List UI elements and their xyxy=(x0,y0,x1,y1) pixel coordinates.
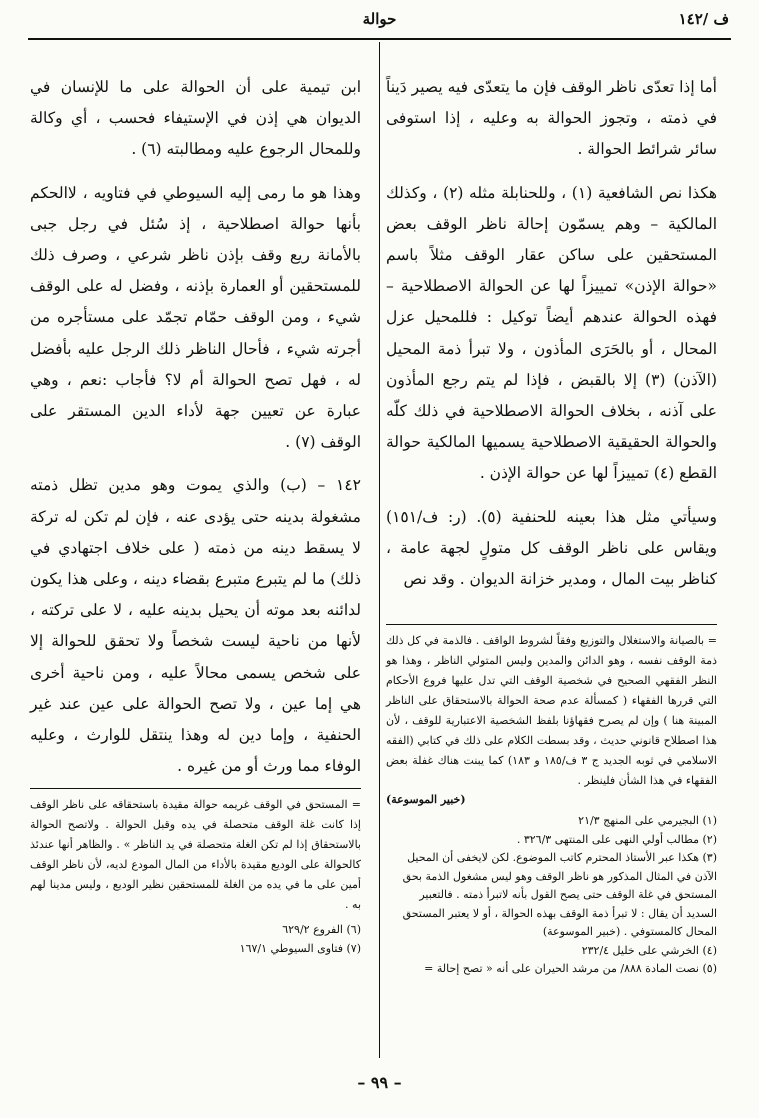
left-paragraph-3: ١٤٢ – (ب) والذي يموت وهو مدين تظل ذمته مشغولة بدينه حتى يؤدى عنه ، فإن لم تكن له تركة لا يسقط دينه من ذمته ( على خلاف اجتهادي في ذلك) ما لم يتبرع متبرع بقضاء دينه ، وعلى هذا يكون لدائنه بعد موته أن يحيل بدينه عليه ، لا على تركته ، لأنها من ناحية ليست شخصاً ولا تحقق للحوالة إلا على شخص يسمى محالاً عليه ، ومن ناحية أخرى هي إما عين ، ولا تصح الحوالة على عين عند غير الحنفية ، وإما دين له وهذا ينتقل للوارث ، وعليه الوفاء مما ورث أو من غيره . xyxy=(30,476,361,776)
footnote-continuation: = المستحق في الوقف غريمه حوالة مقيدة باستحقاقه على ناظر الوقف إذا كانت غلة الوقف متحصلة في يده وقبل الحوالة . ولاتصح الحوالة بالاستحقاق إذا لم تكن الغلة متحصلة في يد الناظر » . والظاهر أنها عندئذ كالحوالة على الوديع مقيدة بالأداء من المال المودع لديه، لأن ناظر الوقف أمين على ما في يده من الغلة للمستحقين نظير الوديع ، وليس مدينا لهم به . xyxy=(30,798,361,911)
left-column-body xyxy=(30,72,361,794)
left-paragraph-2: وهذا هو ما رمى إليه السيوطي في فتاويه ، لاالحكم بأنها حوالة اصطلاحية ، إذ سُئل في رجل جبى بالأمانة ريع وقف بإذن ناظر شرعي ، وصرف ذلك للمستحقين أو العمارة بإذنه ، وفضل له على الوقف شيء ، ومن الوقف حمّام تجمّد على مستأجره من أجرته شيء ، فأحال الناظر ذلك الرجل عليه بأفضل له ، فهل تصح الحوالة أم لا؟ فأجاب :نعم ، وهي عبارة عن تعيين جهة لأداء الدين المستقر على الوقف (٧) . xyxy=(30,183,361,452)
footnote-5: (٥) نصت المادة ٨٨٨/ من مرشد الحيران على أنه « تصح إحالة = xyxy=(424,962,717,975)
page-number: – ٩٩ – xyxy=(357,1073,402,1092)
footnote-7: (٧) فتاوى السيوطي ١٦٧/١ xyxy=(239,941,361,955)
footnote-6: (٦) الفروع ٦٢٩/٢ xyxy=(282,923,361,936)
running-header xyxy=(0,10,759,32)
footnote-continuation: = بالصيانة والاستغلال والتوزيع وفقاً لشروط الواقف . فالذمة في كل ذلك ذمة الوقف نفسه ، وهو الدائن والمدين وليس المتولي الناظر ، وهذا هو النظر الفقهي الصحيح في شخصية الوقف التي تدل عليها فروع الأحكام التي قررها الفقهاء ( كمسألة عدم صحة الحوالة بالاستحقاق على الناظر المبينة هنا ) وإن لم يصرح فقهاؤنا بلفظ الشخصية الاعتبارية للوقف ، لأن هذا اصطلاح قانوني حديث ، وقد بسطت الكلام على ذلك في كتابي (الفقه الاسلامي في ثوبه الجديد ج ٣ ف/١٨٥ و ١٨٣) كما يبنت هناك غفلة بعض الفقهاء في هذا الشأن فلينظر . xyxy=(386,634,717,787)
footnote-sign: (خبير الموسوعة) xyxy=(386,793,466,806)
header-rule xyxy=(28,38,731,40)
footnote-rule xyxy=(386,624,717,625)
footnote-list xyxy=(30,921,361,958)
right-paragraph-2: هكذا نص الشافعية (١) ، وللحنابلة مثله (٢) ، وكذلك المالكية – وهم يسمّون إحالة ناظر الوقف بعض المستحقين على ساكن عقار الوقف مثلاً باسم «حوالة الإذن» تمييزاً لها عن الحوالة الاصطلاحية – فهذه الحوالة عندهم أيضاً توكيل : فللمحيل عزل المحال ، أو بالحَرَى المأذون ، ولا تبرأ ذمة المحيل (الآذن) (٣) إلا بالقبض ، فإذا لم يتم رجع المأذون على آذنه ، بخلاف الحوالة الاصطلاحية في ذلك كلّه والحوالة الحقيقية الاصطلاحية يسميها المالكية حوالة القطع (٤) تمييزاً لها عن حوالة الإذن . xyxy=(386,183,717,483)
footnote-1: (١) البجيرمي على المنهج ٢١/٣ xyxy=(578,814,717,827)
left-paragraph-1: ابن تيمية على أن الحوالة على ما للإنسان في الديوان هي إذن في الإستيفاء فحسب ، أي وكالة وللمحال الرجوع عليه ومطالبته (٦) . xyxy=(30,78,361,159)
right-paragraph-1: أما إذا تعدّى ناظر الوقف فإن ما يتعدّى فيه يصير دَيناً في ذمته ، وتجوز الحوالة به وعليه ، إذا استوفى سائر شرائط الحوالة . xyxy=(386,78,717,159)
column-divider xyxy=(379,42,380,1058)
footnote-2: (٢) مطالب أولي النهى على المنتهى ٣٢٦/٣ . xyxy=(516,832,717,846)
header-section-code: ف /١٤٢ xyxy=(678,10,729,28)
footnote-rule xyxy=(30,788,361,789)
left-column-footnotes xyxy=(30,780,361,958)
right-column-body xyxy=(386,72,717,607)
right-paragraph-3: وسيأتي مثل هذا بعينه للحنفية (٥). (ر: ف/١٥١) ويقاس على ناظر الوقف كل متولٍ لجهة عامة ، كناظر بيت المال ، ومدير خزانة الديوان . وقد نص xyxy=(386,507,717,589)
footnote-list xyxy=(386,812,717,979)
header-title: حوالة xyxy=(362,10,397,28)
footnote-4: (٤) الخرشي على خليل ٢٣٢/٤ xyxy=(581,943,717,957)
right-column-footnotes xyxy=(386,616,717,979)
footnote-3: (٣) هكذا عبر الأستاذ المحترم كاتب الموضوع. لكن لايخفى أن المحيل الآذن في المثال المذكور هو ناظر الوقف وهو ليس مشغول الذمة بحق المستحق في غلة الوقف حتى يصح القول بأنه لاتبرأ ذمته . فالتعبير السديد أن يقال : لا تبرأ ذمة الوقف بهذه الحوالة ، أو لا يعتبر المستحق المحال كالمستوفي . (خبير الموسوعة) xyxy=(402,851,717,938)
